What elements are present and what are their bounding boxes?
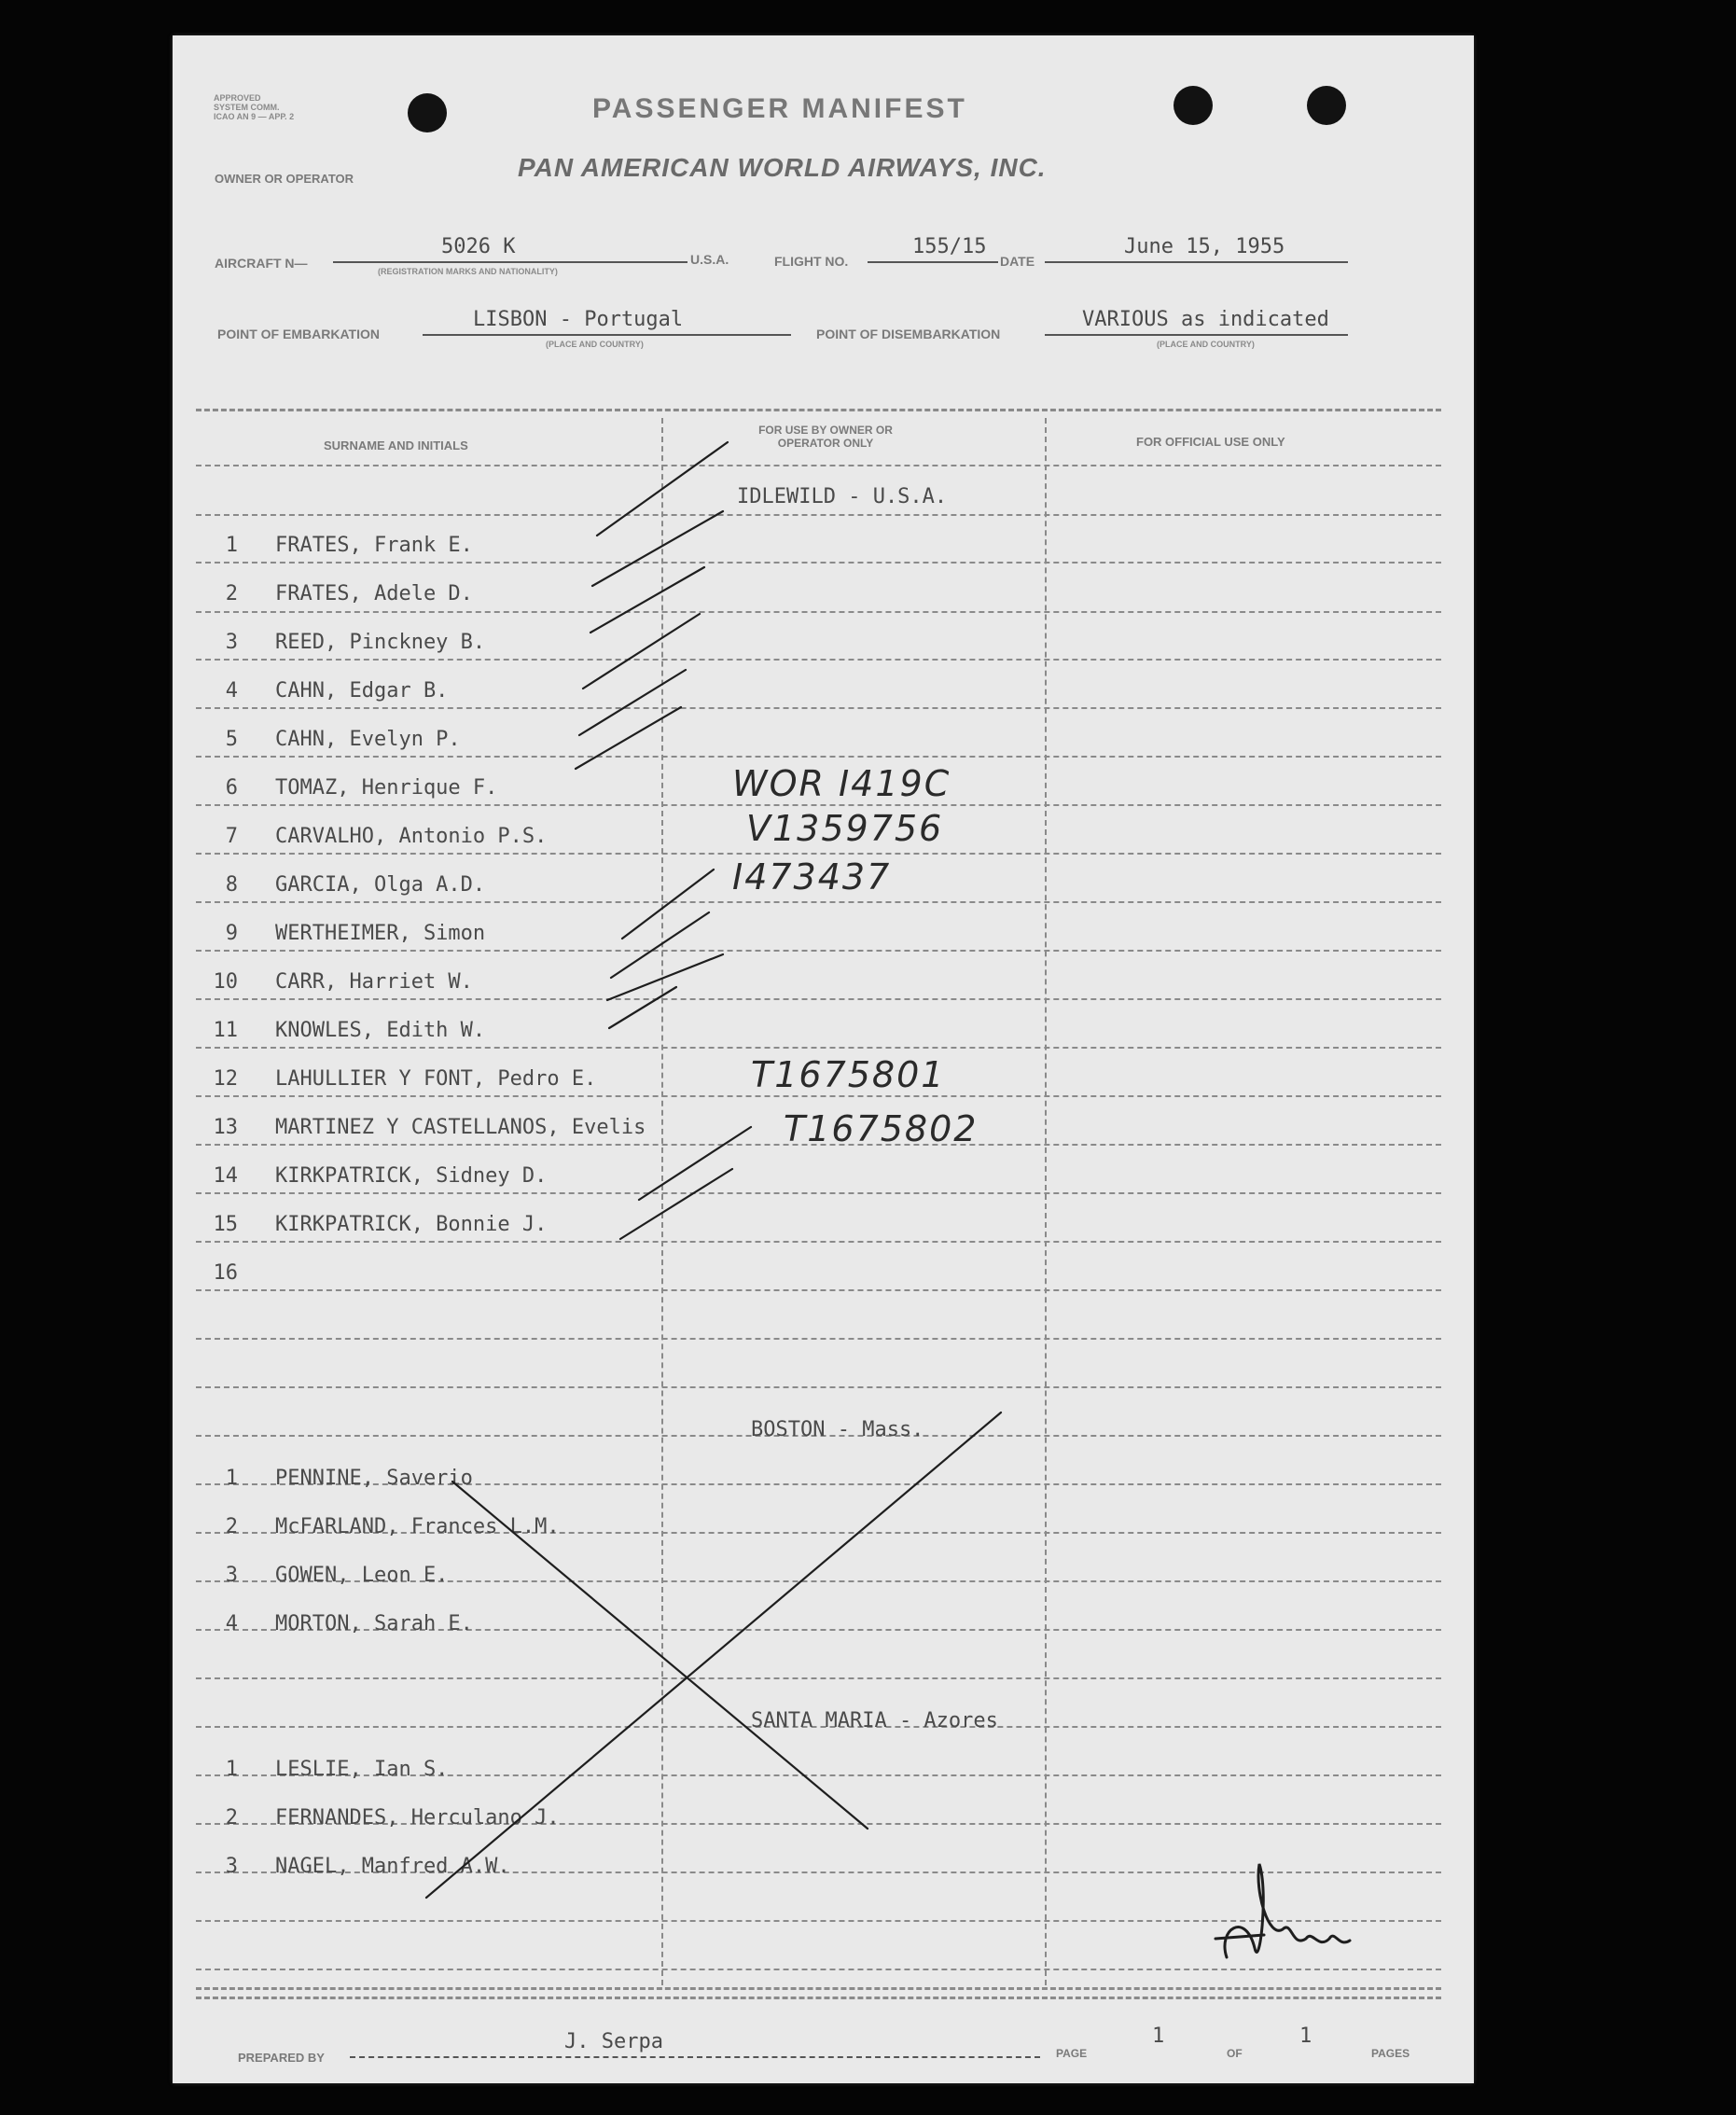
passenger-name: TOMAZ, Henrique F. xyxy=(275,776,498,800)
passenger-name: FRATES, Adele D. xyxy=(275,582,473,605)
group-destination: BOSTON - Mass. xyxy=(751,1418,924,1441)
handwritten-note: WOR I419C xyxy=(732,763,951,804)
check-mark xyxy=(639,1127,751,1200)
aircraft-caption: (REGISTRATION MARKS AND NATIONALITY) xyxy=(378,267,558,276)
row-number: 12 xyxy=(213,1067,238,1091)
row-number: 11 xyxy=(213,1019,238,1042)
passenger-name: CAHN, Edgar B. xyxy=(275,679,449,703)
flight-label: FLIGHT NO. xyxy=(774,254,849,269)
operator-name: PAN AMERICAN WORLD AIRWAYS, INC. xyxy=(518,153,1047,182)
of-label: OF xyxy=(1227,2047,1243,2060)
total-pages: 1 xyxy=(1299,2025,1312,2048)
group-destination: IDLEWILD - U.S.A. xyxy=(737,485,948,508)
passenger-name: WERTHEIMER, Simon xyxy=(275,922,486,945)
row-number: 2 xyxy=(225,582,238,605)
page-number: 1 xyxy=(1152,2025,1165,2048)
row-number: 4 xyxy=(225,679,238,703)
pages-label: PAGES xyxy=(1371,2047,1410,2060)
column-header-owner-use: FOR USE BY OWNER OR OPERATOR ONLY xyxy=(758,424,893,450)
row-number: 3 xyxy=(225,1855,238,1878)
passenger-name: MORTON, Sarah E. xyxy=(275,1612,473,1635)
passenger-name: GARCIA, Olga A.D. xyxy=(275,873,486,897)
approval-line: APPROVED xyxy=(214,93,261,103)
row-number: 9 xyxy=(225,922,238,945)
row-number: 8 xyxy=(225,873,238,897)
passenger-name: McFARLAND, Frances L.M. xyxy=(275,1515,560,1538)
approval-line: ICAO AN 9 — APP. 2 xyxy=(214,112,295,121)
handwritten-note: T1675802 xyxy=(784,1108,979,1149)
aircraft-number: 5026 K xyxy=(441,235,516,258)
disembarkation-caption: (PLACE AND COUNTRY) xyxy=(1157,340,1255,349)
row-number: 1 xyxy=(225,1467,238,1490)
row-number: 5 xyxy=(225,728,238,751)
row-number: 2 xyxy=(225,1515,238,1538)
row-number: 10 xyxy=(213,970,238,994)
passenger-name: REED, Pinckney B. xyxy=(275,631,486,654)
embarkation-caption: (PLACE AND COUNTRY) xyxy=(546,340,644,349)
cross-out-stroke xyxy=(452,1482,868,1829)
row-number: 3 xyxy=(225,631,238,654)
check-mark xyxy=(576,707,681,769)
check-mark xyxy=(597,442,728,536)
row-number: 14 xyxy=(213,1164,238,1188)
passenger-name: LAHULLIER Y FONT, Pedro E. xyxy=(275,1067,597,1091)
nationality: U.S.A. xyxy=(690,252,729,267)
handwritten-note: T1675801 xyxy=(751,1054,946,1095)
manifest-sheet xyxy=(173,35,1474,2083)
flight-date: June 15, 1955 xyxy=(1124,235,1285,258)
handwritten-note: V1359756 xyxy=(746,808,944,849)
owner-label: OWNER OR OPERATOR xyxy=(215,172,354,186)
passenger-name: KIRKPATRICK, Bonnie J. xyxy=(275,1213,548,1236)
passenger-name: GOWEN, Leon E. xyxy=(275,1564,449,1587)
embarkation-value: LISBON - Portugal xyxy=(473,308,684,331)
disembarkation-value: VARIOUS as indicated xyxy=(1082,308,1329,331)
flight-number: 155/15 xyxy=(912,235,987,258)
check-mark xyxy=(583,614,700,689)
passenger-name: CARVALHO, Antonio P.S. xyxy=(275,825,548,848)
row-number: 15 xyxy=(213,1213,238,1236)
row-number: 1 xyxy=(225,1758,238,1781)
passenger-name: PENNINE, Saverio xyxy=(275,1467,473,1490)
row-number: 2 xyxy=(225,1806,238,1830)
date-label: DATE xyxy=(1000,254,1035,269)
row-number: 13 xyxy=(213,1116,238,1139)
row-number: 7 xyxy=(225,825,238,848)
check-mark xyxy=(592,511,723,586)
passenger-name: NAGEL, Manfred A.W. xyxy=(275,1855,510,1878)
prepared-by-value: J. Serpa xyxy=(564,2030,663,2053)
passenger-name: KNOWLES, Edith W. xyxy=(275,1019,486,1042)
passenger-name: CARR, Harriet W. xyxy=(275,970,473,994)
column-header-surname: SURNAME AND INITIALS xyxy=(324,438,468,452)
row-number: 1 xyxy=(225,534,238,557)
row-number: 4 xyxy=(225,1612,238,1635)
prepared-by-label: PREPARED BY xyxy=(238,2051,325,2065)
passenger-name: MARTINEZ Y CASTELLANOS, Evelis xyxy=(275,1116,646,1139)
prepared-underline xyxy=(350,2056,1040,2058)
page-title: PASSENGER MANIFEST xyxy=(592,93,967,124)
handwritten-note: I473437 xyxy=(732,856,892,897)
passenger-name: KIRKPATRICK, Sidney D. xyxy=(275,1164,548,1188)
cross-out-stroke xyxy=(426,1412,1001,1898)
row-number: 3 xyxy=(225,1564,238,1587)
official-signature xyxy=(1215,1864,1350,1957)
pen-marks xyxy=(173,35,1474,2083)
row-number: 16 xyxy=(213,1261,238,1285)
embarkation-label: POINT OF EMBARKATION xyxy=(217,327,380,341)
check-mark xyxy=(609,987,676,1028)
check-mark xyxy=(622,870,714,939)
aircraft-label: AIRCRAFT N— xyxy=(215,256,308,271)
check-mark xyxy=(611,912,709,978)
row-number: 6 xyxy=(225,776,238,800)
group-destination: SANTA MARIA - Azores xyxy=(751,1709,998,1732)
passenger-name: LESLIE, Ian S. xyxy=(275,1758,449,1781)
passenger-name: FRATES, Frank E. xyxy=(275,534,473,557)
passenger-name: FERNANDES, Herculano J. xyxy=(275,1806,560,1830)
disembarkation-label: POINT OF DISEMBARKATION xyxy=(816,327,1001,341)
approval-line: SYSTEM COMM. xyxy=(214,103,280,112)
check-mark xyxy=(620,1169,732,1239)
column-header-official-use: FOR OFFICIAL USE ONLY xyxy=(1136,435,1285,449)
page-label: PAGE xyxy=(1056,2047,1088,2060)
passenger-name: CAHN, Evelyn P. xyxy=(275,728,461,751)
